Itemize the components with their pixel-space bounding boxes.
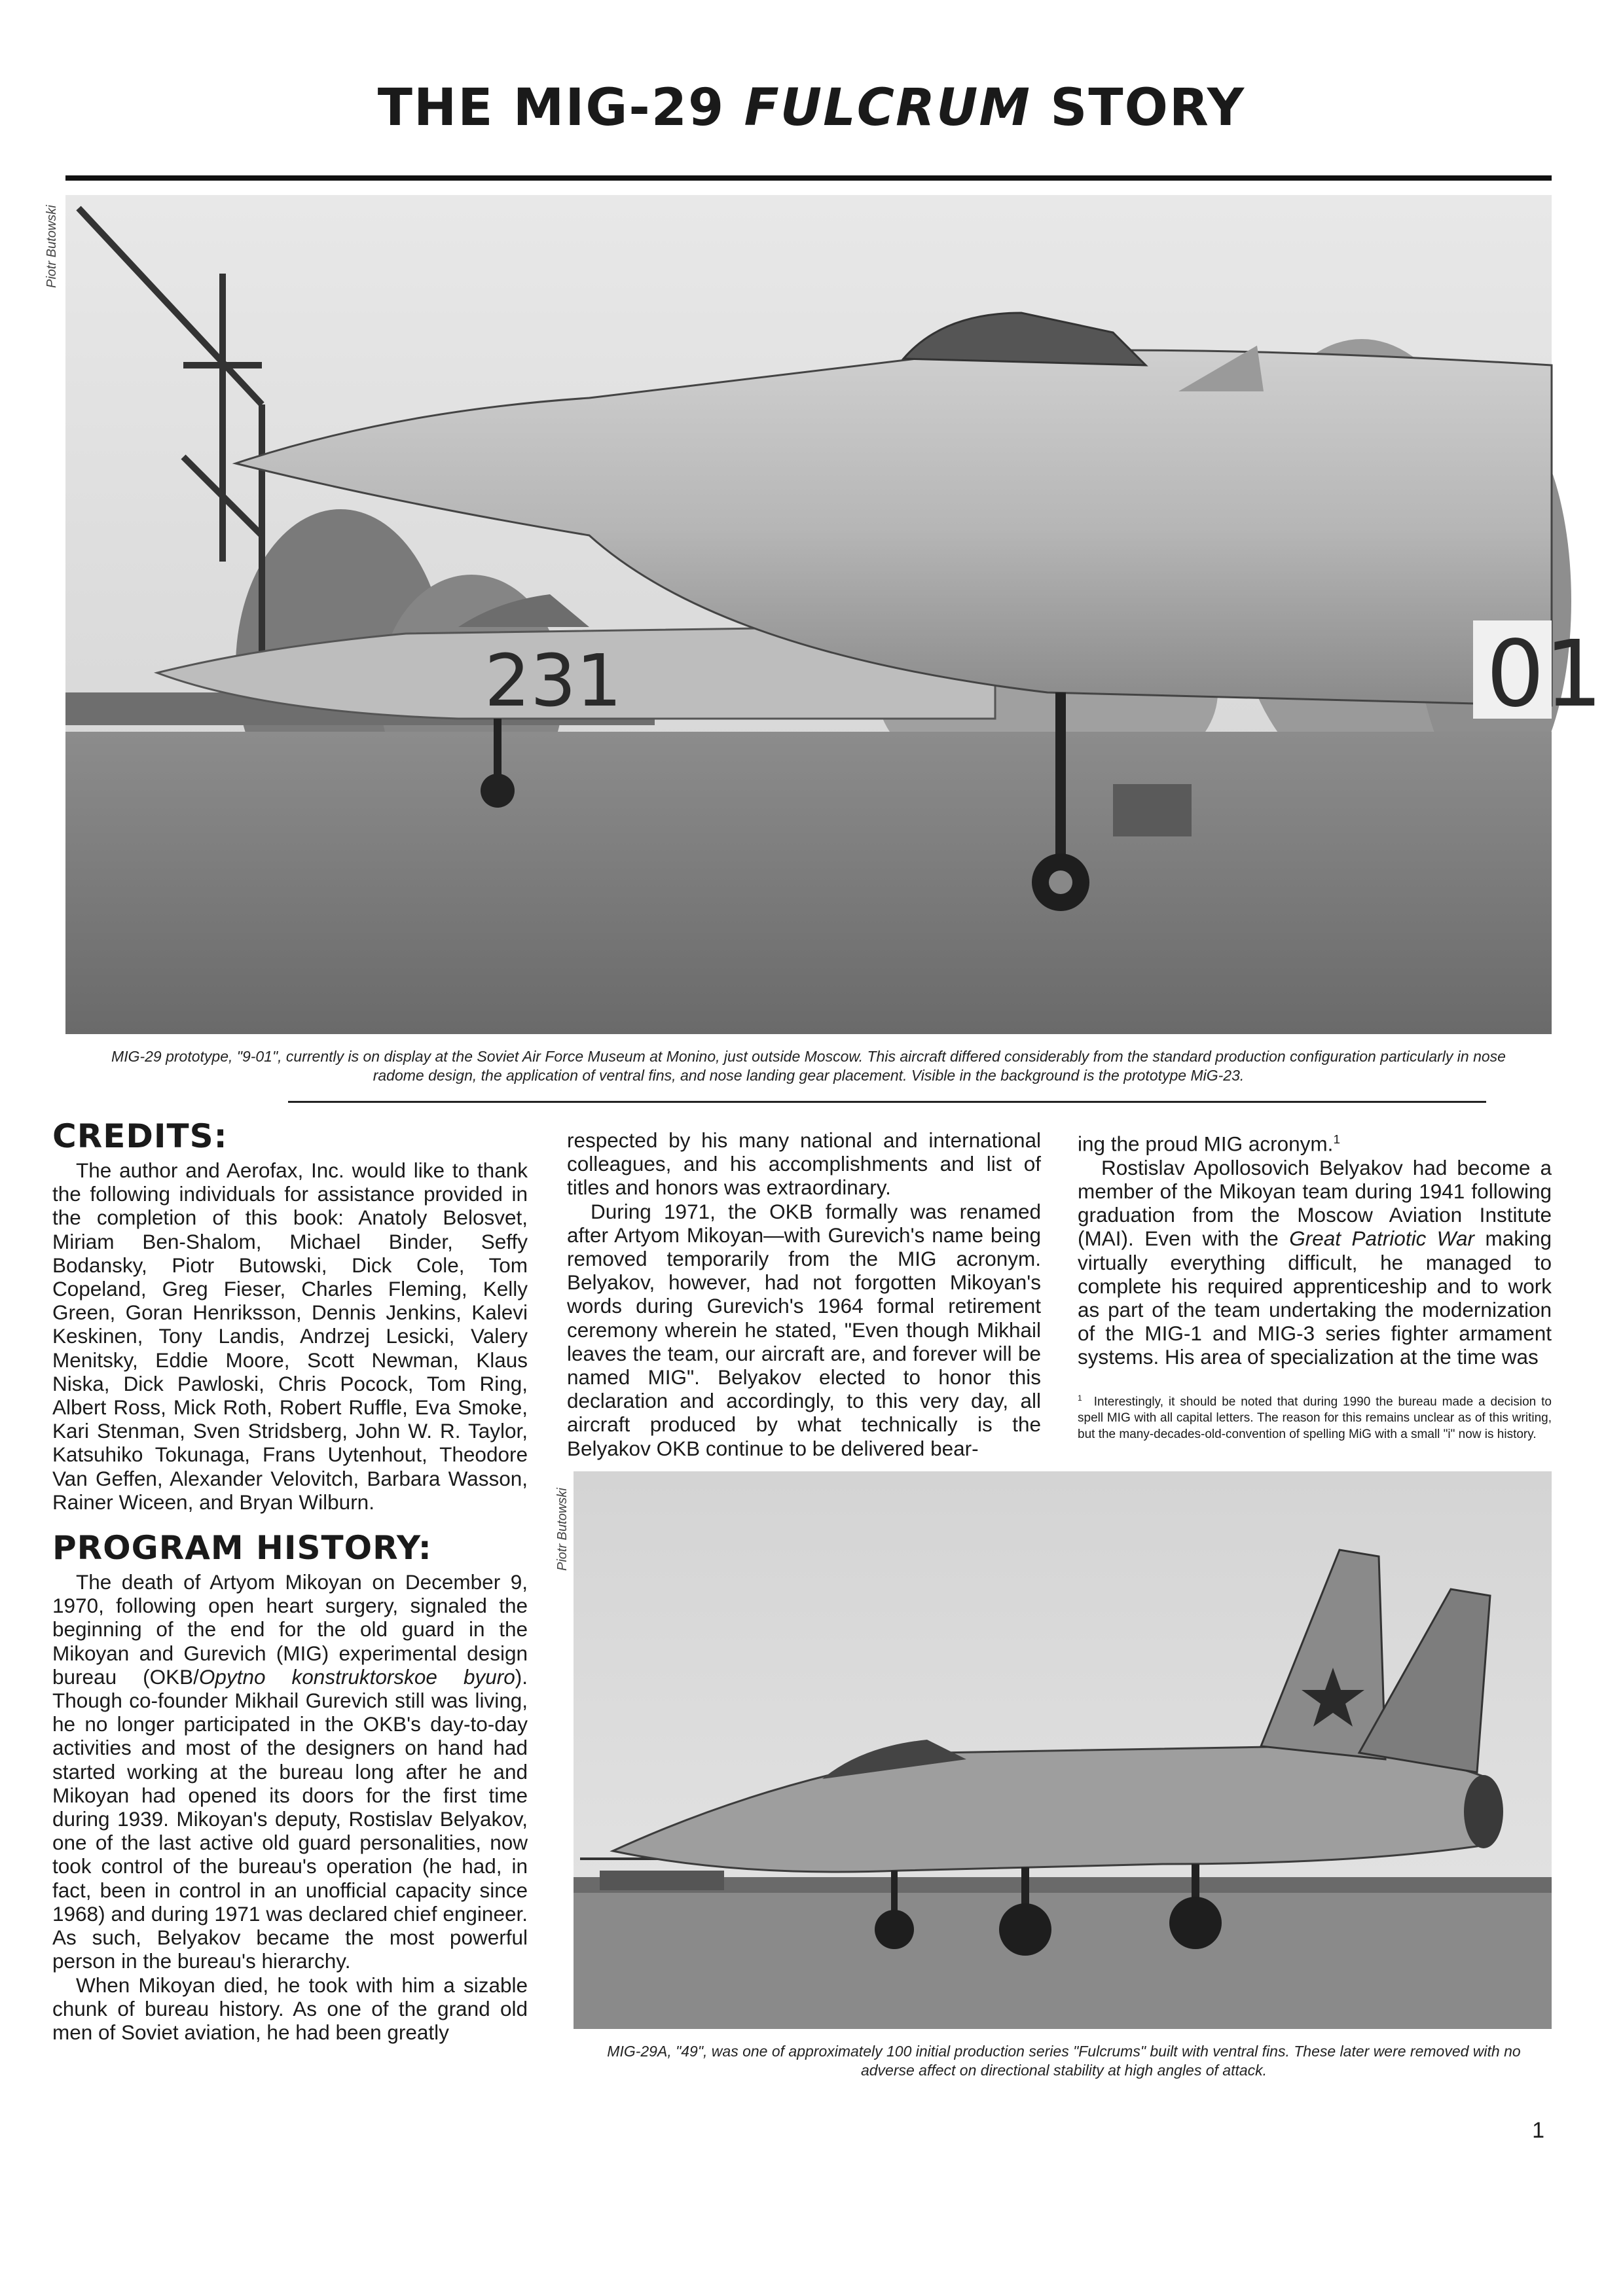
program-history-p2: When Mikoyan died, he took with him a sizable chunk of bureau history. As one of the grand old men of Soviet aviation, he had been greatly — [52, 1973, 528, 2044]
aircraft-number-231: 231 — [484, 639, 622, 723]
title-suffix: STORY — [1031, 79, 1246, 137]
top-photo-caption: MIG-29 prototype, "9-01", currently is on display at the Soviet Air Force Museum at Monino, just outside Moscow. This aircraft differed considerably from the standard production configuration particularly in nose radome design, the application of ventral fins, and nose landing gear placement. Visible in the background is the prototype MiG-23. — [111, 1048, 1506, 1084]
title-italic: FULCRUM — [744, 79, 1032, 137]
program-history-p4: During 1971, the OKB formally was renamed after Artyom Mikoyan—with Gurevich's name being removed temporarily from the MIG acronym. Belyakov, however, had not forgotten Mikoyan's words during Gurevich's 1964 formal retirement ceremony wherein he stated, "Even though Mikhail leaves the team, our aircraft are, and forever will be named MIG". Belyakov elected to honor this declaration and accordingly, to this very day, all aircraft produced by what technically is the Belyakov OKB continue to be delivered bear- — [567, 1199, 1041, 1460]
aircraft-number-01: 01 — [1486, 621, 1603, 728]
column-3 — [1078, 1128, 1552, 1443]
p1-text-b: ). Though co-founder Mikhail Gurevich still was living, he no longer participated in the OKB's day-to-day activities and most of the designers on hand had started working at the bureau long after he and Mikoyan had opened its doors for the first time during 1939. Mikoyan's deputy, Rostislav Belyakov, one of the last active old guard personalities, now took control of the bureau's operation (he had, in fact, been in control in an unofficial capacity since 1968) and during 1971 was declared chief engineer. As such, Belyakov became the most powerful person in the bureau's hierarchy. — [52, 1664, 528, 1973]
credits-heading: CREDITS: — [52, 1117, 228, 1155]
top-photo-illustration — [65, 195, 1603, 1034]
program-history-p3: respected by his many national and international colleagues, and his accomplishments and list of titles and honors was extraordinary. — [567, 1128, 1041, 1200]
title-prefix: THE MIG-29 — [377, 79, 744, 137]
footnote — [1078, 1390, 1552, 1443]
page-number: 1 — [1532, 2118, 1544, 2143]
column-1 — [52, 1117, 528, 2044]
bottom-photo-caption: MIG-29A, "49", was one of approximately 100 initial production series "Fulcrums" built with ventral fins. These later were removed with no adverse affect on directional stability at high angles of attack. — [607, 2043, 1521, 2079]
top-photo — [65, 195, 1603, 1034]
credits-text: The author and Aerofax, Inc. would like to thank the following individuals for assistance provided in the completion of this book: Anatoly Belosvet, Miriam Ben-Shalom, Michael Binder, Seffy Bodansky, Piotr Butowski, Dick Cole, Tom Copeland, Greg Fieser, Charles Fleming, Kelly Green, Goran Henriksson, Dennis Jenkins, Kalevi Keskinen, Tony Landis, Andrzej Lesicki, Valery Menitsky, Eddie Moore, Scott Newman, Klaus Niska, Dick Pawloski, Chris Pocock, Tom Ring, Albert Ross, Mick Roth, Robert Ruffle, Eva Smoke, Kari Stenman, Sven Stridsberg, John W. R. Taylor, Katsuhiko Tokunaga, Frans Uytenhout, Theodore Van Geffen, Alexander Velovitch, Barbara Wasson, Rainer Wiceen, and Bryan Wilburn. — [52, 1158, 528, 1514]
photo-credit-bottom: Piotr Butowski — [555, 1488, 570, 1571]
program-history-heading: PROGRAM HISTORY: — [52, 1529, 432, 1568]
p6-italic: Great Patriotic War — [1289, 1227, 1474, 1251]
caption-rule — [288, 1101, 1486, 1103]
page-title — [0, 79, 1623, 137]
program-history-p5 — [1078, 1128, 1552, 1156]
p5-text: ing the proud MIG acronym. — [1078, 1132, 1334, 1156]
p6-text-b: making virtually everything difficult, he managed to complete his required apprenticeship and to work as part of the team undertaking the modernization of the MIG-1 and MIG-3 series fighter armament systems. His area of specialization at the time was — [1078, 1227, 1552, 1369]
program-history-p1 — [52, 1570, 528, 1973]
p6-text-a: Rostislav Apollosovich Belyakov had become a member of the Mikoyan team during 1941 following graduation from the Moscow Aviation Institute (MAI). Even with the — [1078, 1155, 1552, 1251]
footnote-text: Interestingly, it should be noted that during 1990 the bureau made a decision to spell MIG with all capital letters. The reason for this remains unclear as of this writing, but the many-decades-old-convention of spelling MiG with a small "i" now is history. — [1078, 1394, 1552, 1441]
bottom-photo — [574, 1471, 1552, 2029]
footnote-mark: 1 — [1078, 1393, 1082, 1403]
photo-credit-top: Piotr Butowski — [45, 205, 59, 288]
p1-italic: Opytno konstruktorskoe byuro — [198, 1664, 515, 1689]
program-history-p6 — [1078, 1156, 1552, 1369]
p1-text-a: The death of Artyom Mikoyan on December 9, 1970, following open heart surgery, signaled the beginning of the end for the old guard in the Mikoyan and Gurevich (MIG) experimental design bureau (OKB/ — [52, 1570, 528, 1689]
column-2 — [567, 1128, 1041, 1460]
footnote-ref: 1 — [1333, 1133, 1340, 1147]
bottom-photo-illustration — [574, 1471, 1552, 2029]
title-rule — [65, 175, 1552, 181]
